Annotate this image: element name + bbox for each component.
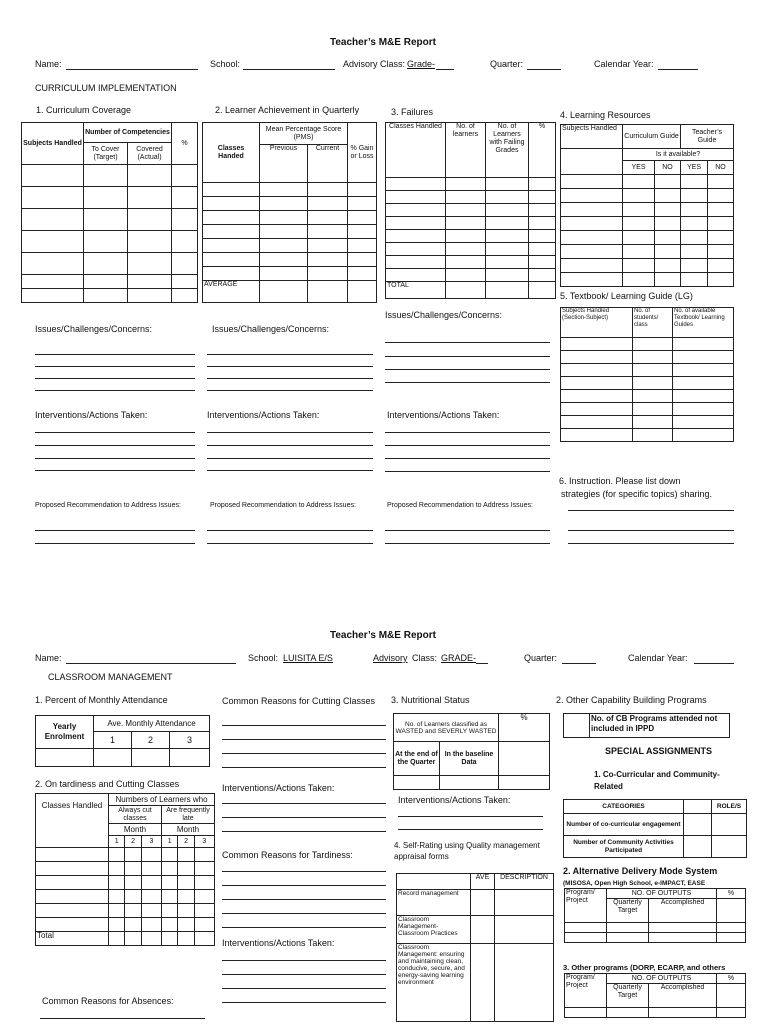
s6-title-1: 6. Instruction. Please list down — [559, 476, 681, 486]
school-label: School: — [210, 59, 241, 69]
interventions-label-2: Interventions/Actions Taken: — [207, 410, 320, 420]
special-item1: 1. Co-Curricular and Community-Related — [594, 770, 720, 791]
tardiness-reasons-label: Common Reasons for Tardiness: — [222, 850, 353, 860]
page2-title: Teacher’s M&E Report — [330, 630, 436, 641]
ads-subtitle: (MISOSA, Open High School, e-IMPACT, EASE — [563, 880, 706, 887]
s5-title: 5. Textbook/ Learning Guide (LG) — [560, 291, 693, 301]
issues-label-1: Issues/Challenges/Concerns: — [35, 324, 153, 334]
quarter-label: Quarter: — [490, 59, 524, 69]
name-label-2: Name: — [35, 653, 62, 663]
school-label-2: School: — [248, 653, 279, 663]
learner-achievement-table: Classes Handed Mean Percentage Score (PMS) % Gain or Loss Previous Current AVERAGE — [202, 122, 377, 303]
nutritional-title: 3. Nutritional Status — [391, 695, 470, 705]
interventions-label-p2a: Interventions/Actions Taken: — [222, 783, 335, 793]
special-title: SPECIAL ASSIGNMENTS — [605, 746, 713, 756]
class-label-2: Class: — [412, 653, 438, 663]
s3-title: 3. Failures — [391, 107, 434, 117]
attendance-title: 1. Percent of Monthly Attendance — [35, 695, 168, 705]
name-field[interactable] — [66, 69, 198, 70]
year-field[interactable] — [658, 69, 698, 70]
s1-title: 1. Curriculum Coverage — [36, 105, 132, 115]
ads-title: 2. Alternative Delivery Mode System — [563, 866, 718, 876]
interventions-label-p2c: Interventions/Actions Taken: — [398, 795, 511, 805]
quarter-label-2: Quarter: — [524, 653, 558, 663]
class-value-2[interactable]: GRADE- — [441, 653, 477, 663]
issues-label-3: Issues/Challenges/Concerns: — [385, 310, 503, 320]
school-field[interactable] — [243, 69, 335, 70]
learning-resources-table: Subjects Handled Curriculum Guide Teacher’s Guide Is it available? YES NO YES NO — [560, 124, 734, 287]
ads-table: Program/ Project NO. OF OUTPUTS % Quarterly Target Accomplished — [564, 888, 746, 943]
school-value-2[interactable]: LUISITA E/S — [283, 653, 333, 663]
year-label: Calendar Year: — [594, 59, 654, 69]
special-table: CATEGORIES ROLE/S Number of co-curricular engagement Number of Community Activities Participated — [563, 799, 747, 858]
name-field-2[interactable] — [66, 663, 236, 664]
page1-title: Teacher’s M&E Report — [330, 37, 436, 48]
absences-label: Common Reasons for Absences: — [42, 996, 174, 1006]
name-label: Name: — [35, 59, 62, 69]
textbook-table: Subjects Handled (Section-Subject) No. of students/ class No. of available Textbook/ Learning Guides — [560, 307, 734, 442]
nutritional-table: No. of Learners classified as WASTED and SEVERLY WASTED % At the end of the Quarter In the baseline Data — [393, 713, 550, 790]
curriculum-coverage-table: Subjects Handled Number of Competencies % To Cover (Target) Covered (Actual) — [21, 122, 198, 303]
interventions-label-3: Interventions/Actions Taken: — [387, 410, 500, 420]
s4-title: 4. Learning Resources — [560, 110, 651, 120]
failures-table: Classes Handled No. of learners No. of Learners with Failing Grades % TOTAL — [385, 122, 556, 299]
tardiness-title: 2. On tardiness and Cutting Classes — [35, 779, 180, 789]
self-rating-title: 4. Self-Rating using Quality management appraisal forms — [394, 841, 540, 861]
issues-label-2: Issues/Challenges/Concerns: — [212, 324, 330, 334]
advisory-label-2: Advisory — [373, 653, 408, 663]
s6-title-2: strategies (for specific topics) sharing. — [561, 489, 713, 499]
interventions-label-p2b: Interventions/Actions Taken: — [222, 938, 335, 948]
cutting-label: Common Reasons for Cutting Classes — [222, 696, 376, 706]
other-table: Program/ Project NO. OF OUTPUTS % Quarterly Target Accomplished — [564, 973, 746, 1018]
year-field-2[interactable] — [694, 663, 734, 664]
interventions-label-1: Interventions/Actions Taken: — [35, 410, 148, 420]
quarter-field[interactable] — [527, 69, 561, 70]
section-title: CURRICULUM IMPLEMENTATION — [35, 83, 177, 93]
section-title-2: CLASSROOM MANAGEMENT — [48, 672, 173, 682]
attendance-table: Yearly Enrolment Ave. Monthly Attendance 1 2 3 — [35, 715, 210, 767]
quarter-field-2[interactable] — [562, 663, 596, 664]
cb-table: No. of CB Programs attended not included in IPPD — [563, 713, 730, 738]
proposed-label-2: Proposed Recommendation to Address Issues: — [210, 502, 356, 509]
cb-title: 2. Other Capability Building Programs — [556, 695, 707, 705]
proposed-label-3: Proposed Recommendation to Address Issues: — [387, 502, 533, 509]
advisory-label: Advisory Class: — [343, 59, 406, 69]
self-rating-table: AVE DESCRIPTION Record management Classroom Management-Classroom Practices Classroom Management: ensuring and maintaining clean, conducive, secure, and energy-saving learning environment — [396, 873, 554, 1022]
s2-title: 2. Learner Achievement in Quarterly — [215, 105, 360, 115]
other-title: 3. Other programs (DORP, ECARP, and others — [563, 963, 726, 972]
advisory-value[interactable]: Grade- — [407, 59, 436, 69]
proposed-label-1: Proposed Recommendation to Address Issues: — [35, 502, 181, 509]
tardiness-table: Classes Handled Numbers of Learners who Always cut classes Are frequently late Month Month 1 2 3 1 2 3 Total — [35, 793, 215, 946]
year-label-2: Calendar Year: — [628, 653, 688, 663]
